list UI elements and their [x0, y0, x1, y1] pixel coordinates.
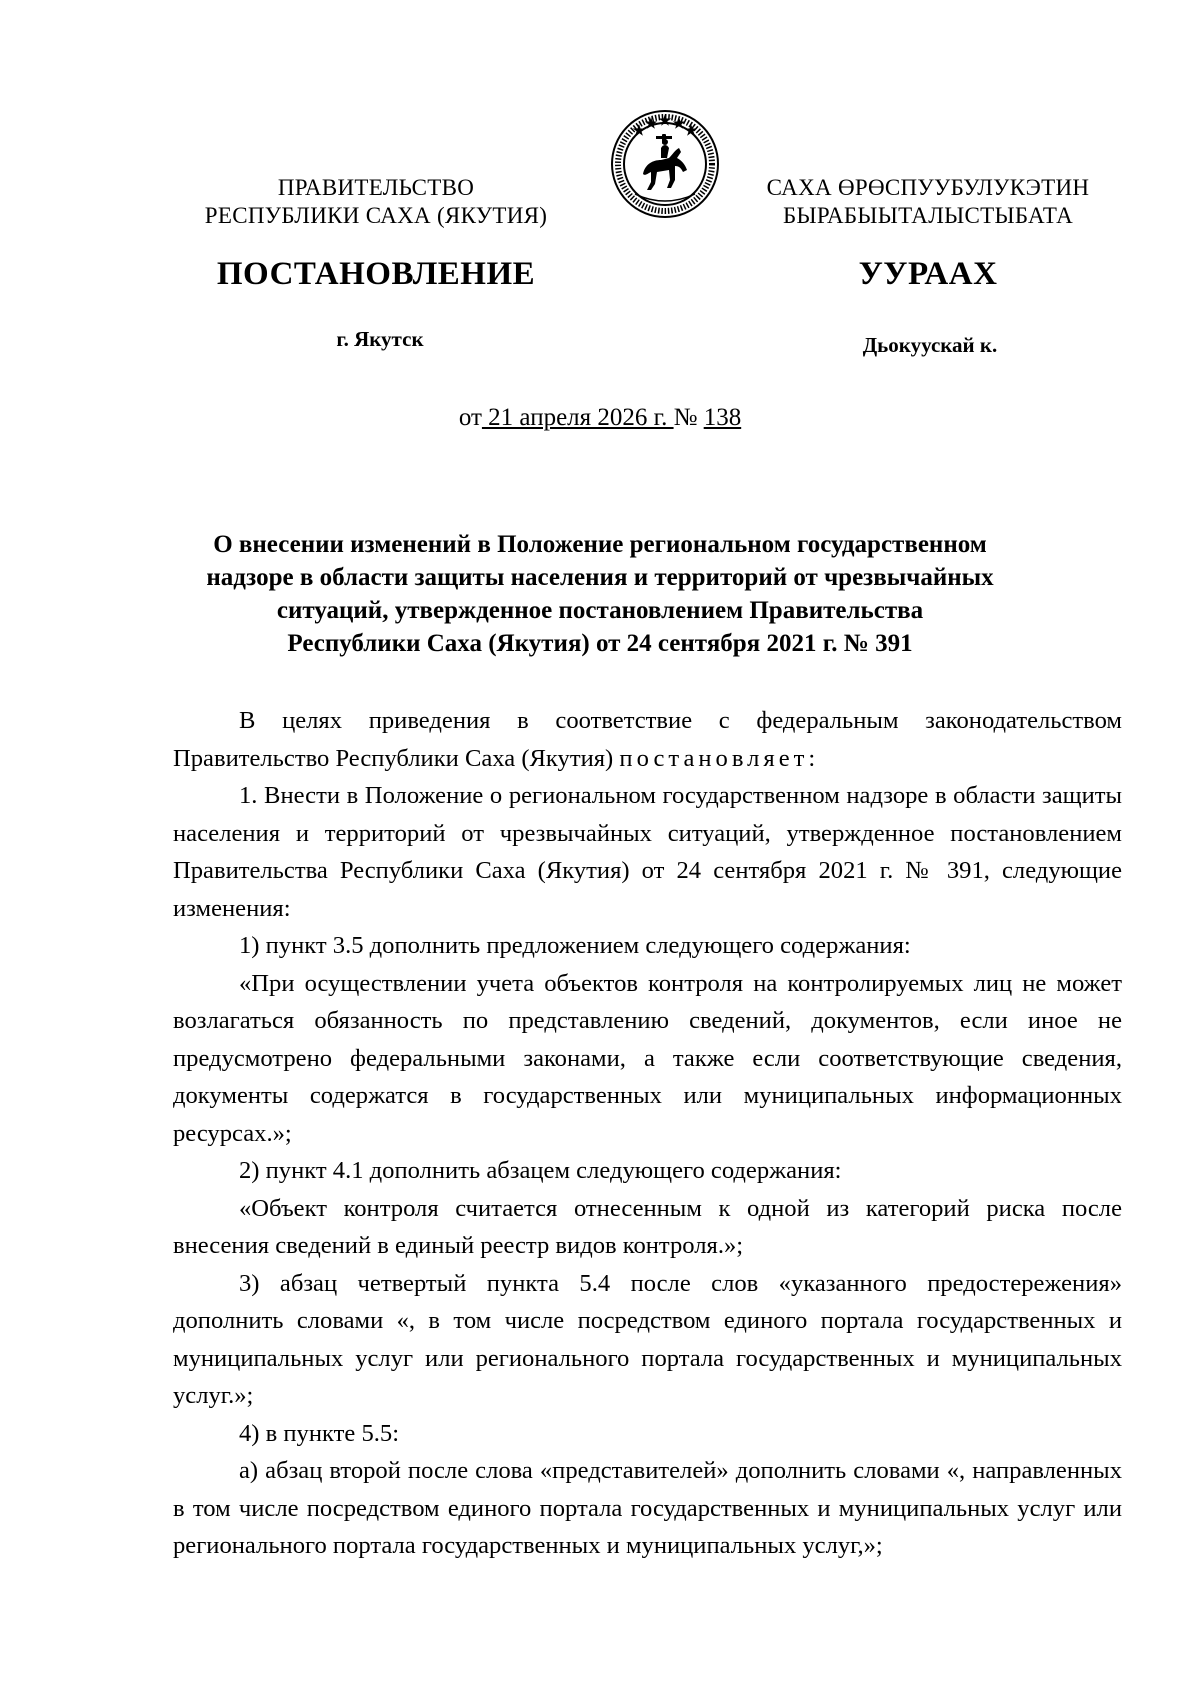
number-sign: №	[673, 404, 698, 431]
government-name-ru	[180, 174, 572, 230]
title-line-4: Республики Саха (Якутия) от 24 сентября 2021 г. № 391	[287, 630, 913, 657]
document-date: 21 апреля 2026 г.	[481, 404, 674, 431]
coat-of-arms-emblem-icon	[609, 108, 721, 220]
date-number-line	[300, 403, 900, 433]
government-name-sakha-line2: БЫРАБЫЫТАЛЫСТЫБАТА	[782, 203, 1074, 228]
city-ru: г. Якутск	[336, 327, 424, 351]
intro-verb: постановляет:	[619, 744, 820, 772]
body-paragraph-1: 1. Внести в Положение о региональном государственном надзоре в области защиты населения и территорий от чрезвычайных ситуаций, утвержденное постановлением Правительства Республики Саха (Якутия) от 24 сентября 2021 г. № 391, следующие изменения:	[173, 782, 1122, 922]
date-prefix: от	[458, 404, 482, 431]
document-title	[160, 528, 1040, 660]
doc-type-ru: ПОСТАНОВЛЕНИЕ	[216, 256, 536, 292]
body-paragraph-8: а) абзац второй после слова «представителей» дополнить словами «, направленных в том числе посредством единого портала государственных и муниципальных услуг или регионального портала государственных и муниципальных услуг,»;	[173, 1457, 1122, 1559]
body-paragraph-5: «Объект контроля считается отнесенным к одной из категорий риска после внесения сведений в единый реестр видов контроля.»;	[173, 1194, 1122, 1259]
title-line-1: О внесении изменений в Положение региональном государственном	[213, 531, 987, 558]
city-sakha: Дьокуускай к.	[862, 333, 998, 357]
government-name-ru-line2: РЕСПУБЛИКИ САХА (ЯКУТИЯ)	[204, 203, 548, 228]
document-body	[173, 702, 1122, 1565]
body-intro	[173, 702, 1122, 777]
title-line-2: надзоре в области защиты населения и территорий от чрезвычайных	[206, 564, 994, 591]
government-name-sakha-line1: САХА ӨРӨСПУУБУЛУКЭТИН	[766, 175, 1090, 200]
body-paragraph-3: «При осуществлении учета объектов контроля на контролируемых лиц не может возлагаться обязанность по представлению сведений, документов, если иное не предусмотрено федеральными законами, а также если соответствующие сведения, документы содержатся в государственных или муниципальных информационных ресурсах.»;	[173, 969, 1122, 1147]
government-name-sakha	[748, 174, 1108, 230]
body-paragraph-2: 1) пункт 3.5 дополнить предложением следующего содержания:	[239, 932, 911, 959]
body-paragraph-6: 3) абзац четвертый пункта 5.4 после слов «указанного предостережения» дополнить словами «, в том числе посредством единого портала государственных и муниципальных услуг или регионального портала государственных и муниципальных услуг.»;	[173, 1269, 1122, 1409]
body-paragraph-7: 4) в пункте 5.5:	[239, 1419, 400, 1447]
doc-type-sakha: УУРААХ	[858, 256, 998, 292]
body-paragraph-4: 2) пункт 4.1 дополнить абзацем следующего содержания:	[239, 1157, 842, 1184]
document-number: 138	[703, 404, 742, 431]
intro-text: В целях приведения в соответствие с федеральным законодательством Правительство Республики Саха (Якутия)	[173, 707, 1122, 772]
title-line-3: ситуаций, утвержденное постановлением Правительства	[276, 597, 924, 624]
government-name-ru-line1: ПРАВИТЕЛЬСТВО	[277, 175, 475, 200]
